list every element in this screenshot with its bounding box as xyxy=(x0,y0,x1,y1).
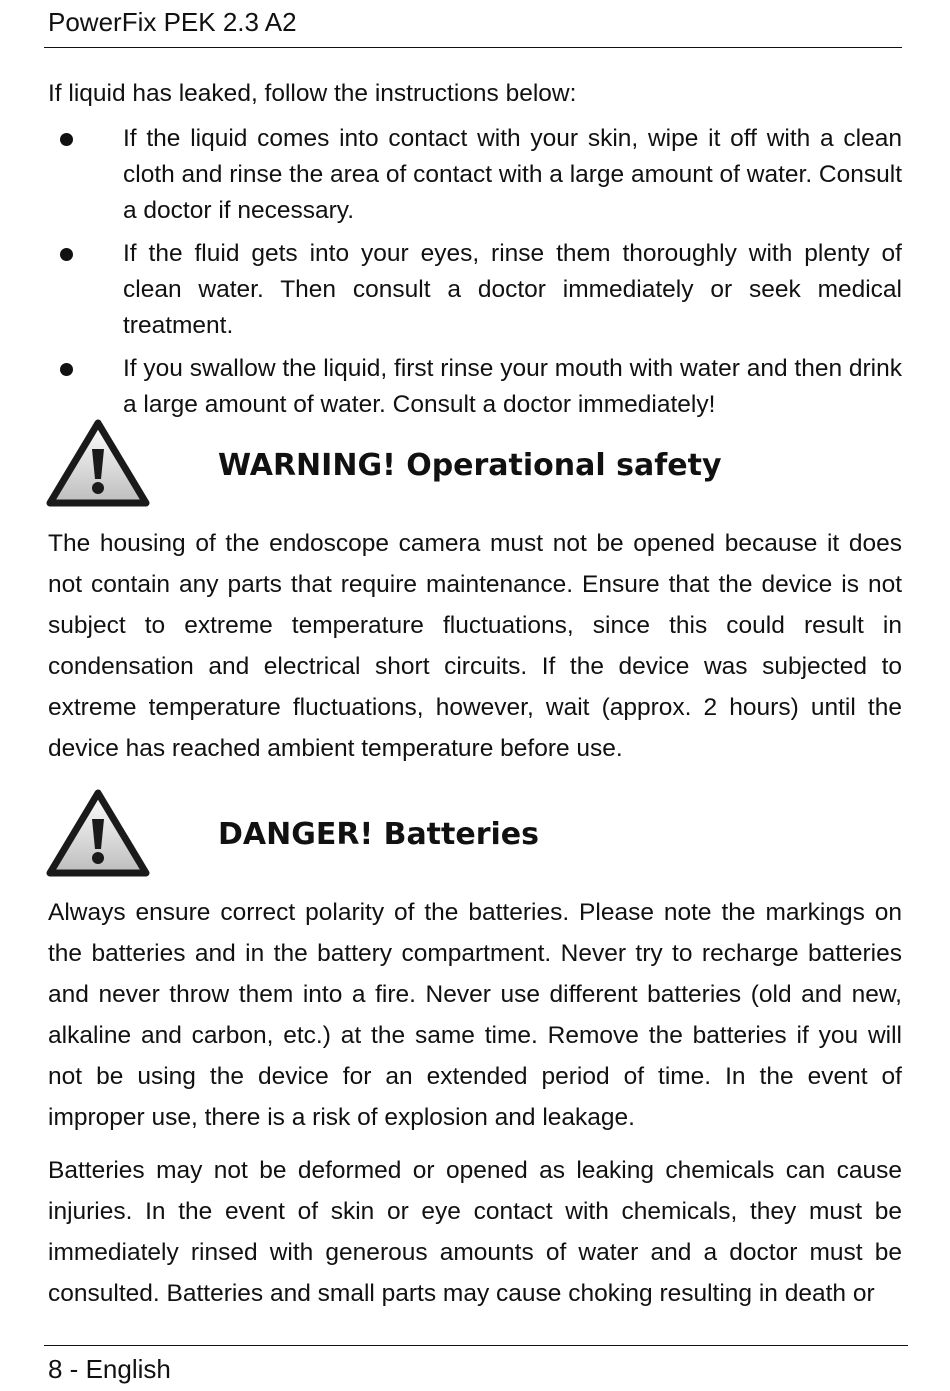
section-heading-operational-safety: WARNING! Operational safety xyxy=(218,448,722,483)
list-item-text: If the liquid comes into contact with your skin, wipe it off with a clean cloth and rinse the area of contact with a large amount of water. Consult a doctor if necessary. xyxy=(123,125,902,224)
page-number-label: 8 - English xyxy=(48,1354,171,1384)
list-item xyxy=(48,121,902,229)
list-item xyxy=(48,351,902,423)
section-paragraph: Batteries may not be deformed or opened as leaking chemicals can cause injuries. In the event of skin or eye contact with chemicals, they must be immediately rinsed with generous amounts of water and a doctor must be consulted. Batteries and small parts may cause choking resulting in death or xyxy=(48,1157,902,1307)
intro-text: If liquid has leaked, follow the instructions below: xyxy=(48,80,577,107)
bullet-icon xyxy=(60,363,73,376)
leak-instructions-list xyxy=(48,121,902,430)
warning-triangle-icon xyxy=(46,419,150,507)
section-paragraph: The housing of the endoscope camera must not be opened because it does not contain any parts that require maintenance. Ensure that the device is not subject to extreme temperature fluctuations, since this could result in condensation and electrical short circuits. If the device was subjected to extreme temperature fluctuations, however, wait (approx. 2 hours) until the device has reached ambient temperature before use. xyxy=(48,530,902,762)
bullet-icon xyxy=(60,248,73,261)
section-heading-batteries: DANGER! Batteries xyxy=(218,817,539,852)
list-item-text: If the fluid gets into your eyes, rinse them thoroughly with plenty of clean water. Then consult a doctor immediately or seek medical treatment. xyxy=(123,240,902,339)
list-item xyxy=(48,236,902,344)
bullet-icon xyxy=(60,133,73,146)
section-paragraph: Always ensure correct polarity of the batteries. Please note the markings on the batteries and in the battery compartment. Never try to recharge batteries and never throw them into a fire. Never use different batteries (old and new, alkaline and carbon, etc.) at the same time. Remove the batteries if you will not be using the device for an extended period of time. In the event of improper use, there is a risk of explosion and leakage. xyxy=(48,899,902,1131)
footer-divider xyxy=(44,1345,908,1346)
page-header-title: PowerFix PEK 2.3 A2 xyxy=(48,7,297,37)
list-item-text: If you swallow the liquid, first rinse your mouth with water and then drink a large amount of water. Consult a doctor immediately! xyxy=(123,355,902,418)
header-divider xyxy=(44,47,902,48)
warning-triangle-icon xyxy=(46,789,150,877)
